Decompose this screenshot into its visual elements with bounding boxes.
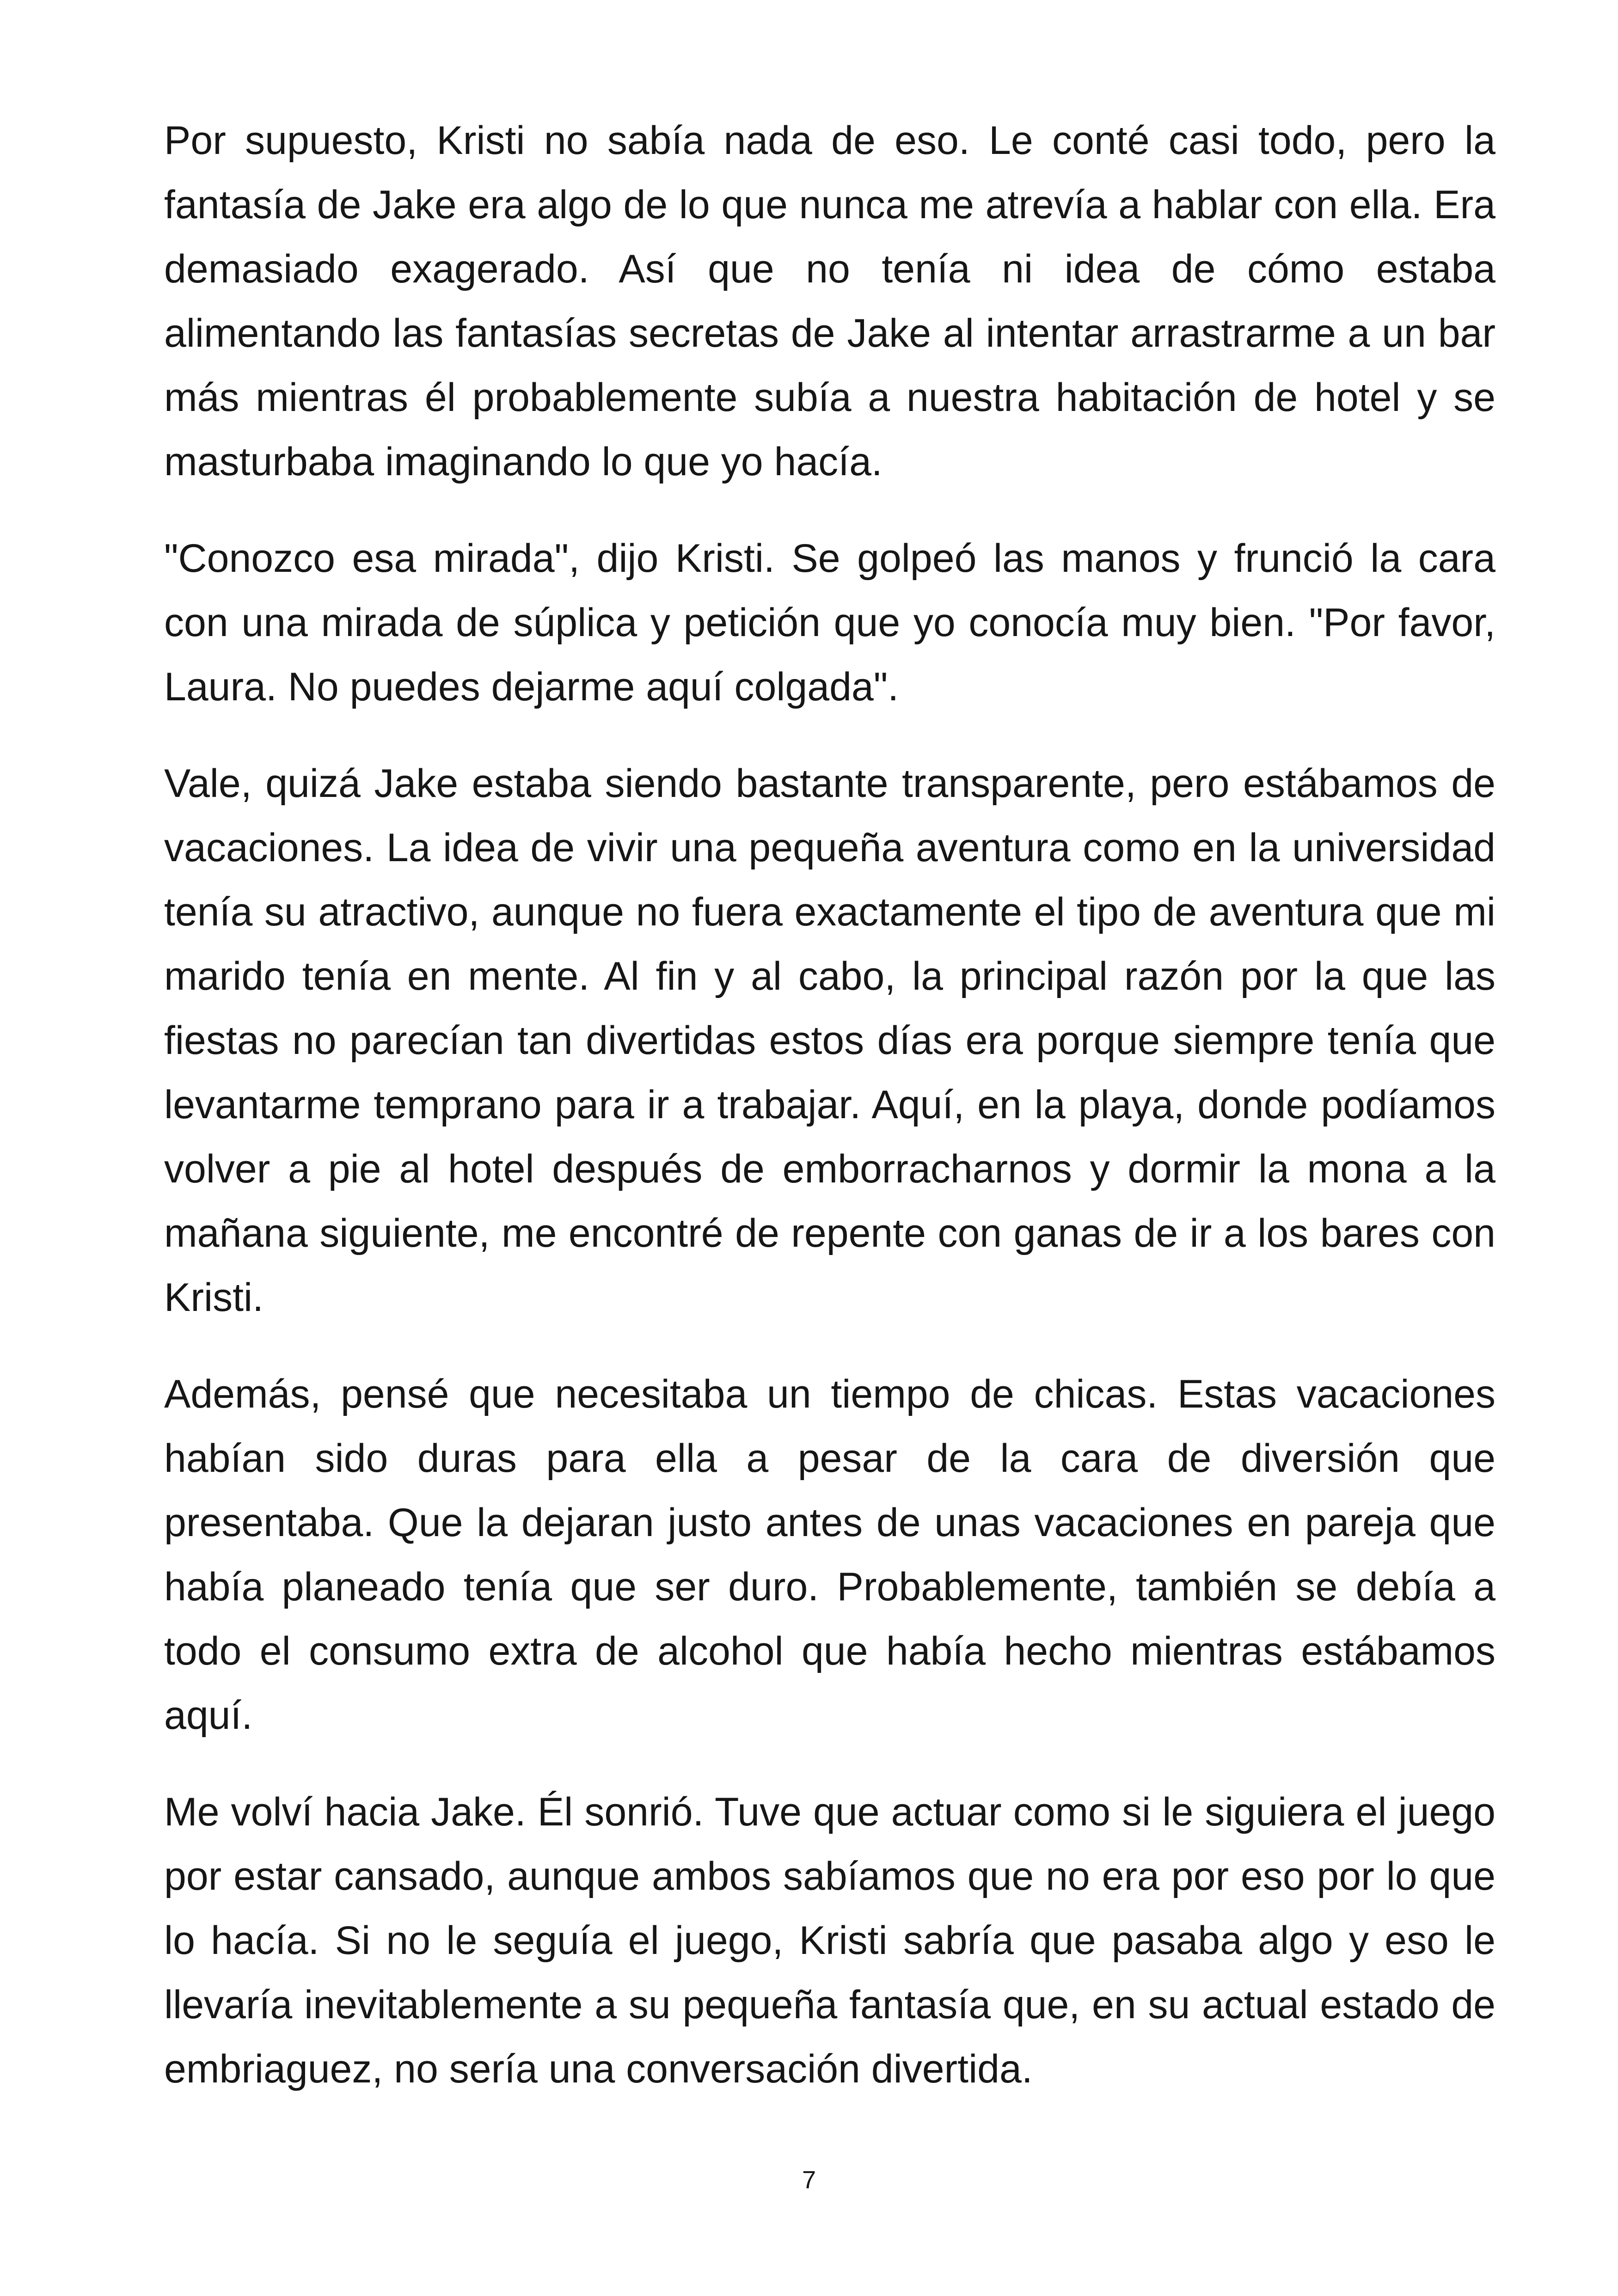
paragraph-5: Me volví hacia Jake. Él sonrió. Tuve que actuar como si le siguiera el juego por estar cansado, aunque ambos sabíamos que no era por eso por lo que lo hacía. Si no le seguía el juego, Kristi sabría que pasaba algo y eso le llevaría inevitablemente a su pequeña fantasía que, en su actual estado de embriaguez, no sería una conversación divertida. bbox=[164, 1790, 1495, 2091]
paragraph-3: Vale, quizá Jake estaba siendo bastante transparente, pero estábamos de vacaciones. La idea de vivir una pequeña aventura como en la universidad tenía su atractivo, aunque no fuera exactamente el tipo de aventura que mi marido tenía en mente. Al fin y al cabo, la principal razón por la que las fiestas no parecían tan divertidas estos días era porque siempre tenía que levantarme temprano para ir a trabajar. Aquí, en la playa, donde podíamos volver a pie al hotel después de emborracharnos y dormir la mona a la mañana siguiente, me encontré de repente con ganas de ir a los bares con Kristi. bbox=[164, 761, 1495, 1320]
paragraph-4: Además, pensé que necesitaba un tiempo de chicas. Estas vacaciones habían sido duras para ella a pesar de la cara de diversión que presentaba. Que la dejaran justo antes de unas vacaciones en pareja que había planeado tenía que ser duro. Probablemente, también se debía a todo el consumo extra de alcohol que había hecho mientras estábamos aquí. bbox=[164, 1372, 1495, 1738]
paragraph-1: Por supuesto, Kristi no sabía nada de eso. Le conté casi todo, pero la fantasía de Jake era algo de lo que nunca me atrevía a hablar con ella. Era demasiado exagerado. Así que no tenía ni idea de cómo estaba alimentando las fantasías secretas de Jake al intentar arrastrarme a un bar más mientras él probablemente subía a nuestra habitación de hotel y se masturbaba imaginando lo que yo hacía. bbox=[164, 118, 1495, 484]
page-number: 7 bbox=[802, 2166, 816, 2194]
paragraph-2: "Conozco esa mirada", dijo Kristi. Se golpeó las manos y frunció la cara con una mirada de súplica y petición que yo conocía muy bien. "Por favor, Laura. No puedes dejarme aquí colgada". bbox=[164, 536, 1495, 709]
body-text bbox=[164, 109, 1495, 2134]
